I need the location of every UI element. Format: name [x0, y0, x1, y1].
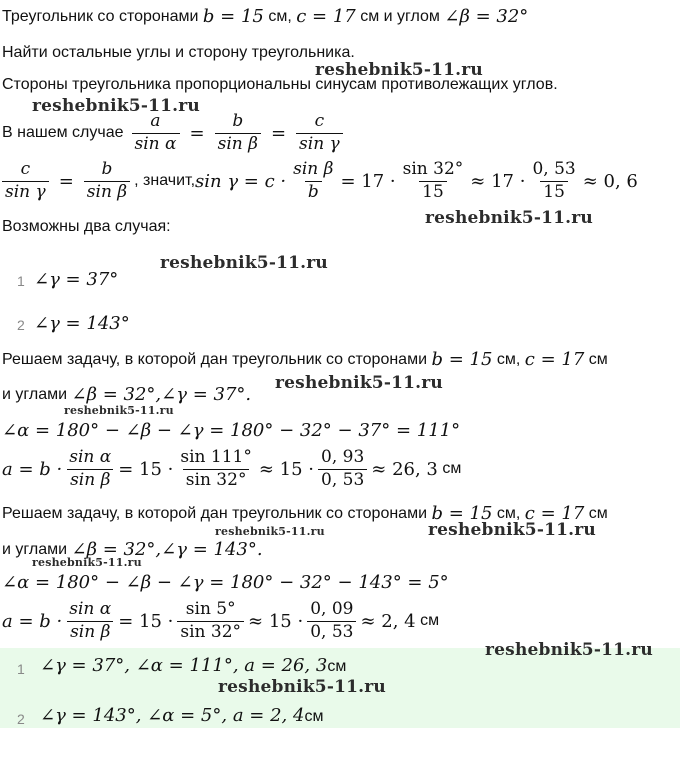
fraction: [296, 112, 343, 154]
ratio-line: [2, 112, 347, 154]
list-item: ∠γ = 37°: [34, 269, 119, 290]
unit-text: см,: [496, 350, 521, 368]
unit-text: см: [588, 350, 608, 368]
two-cases-text: Возможны два случая:: [2, 218, 171, 235]
watermark: reshebnik5-11.ru: [315, 60, 483, 80]
fraction: [318, 448, 367, 490]
fraction: [215, 112, 261, 154]
denominator: 0, 53: [318, 469, 367, 491]
alpha-formula-2: ∠α = 180° − ∠β − ∠γ = 180° − 32° − 143° = 5°: [2, 572, 449, 593]
watermark: reshebnik5-11.ru: [32, 556, 142, 569]
numerator: 0, 53: [532, 159, 576, 179]
fraction: [66, 448, 114, 490]
equals-sign: =: [58, 170, 74, 192]
text: и углами: [2, 385, 68, 403]
problem-statement: [2, 6, 528, 27]
list-marker: 2: [17, 317, 25, 333]
side-c: c = 17: [296, 6, 356, 27]
sin-gamma-line: [2, 160, 638, 202]
unit-text: см: [304, 708, 324, 725]
unit-text: см: [327, 658, 347, 675]
side-c: c = 17: [524, 503, 585, 524]
equals-sign: =: [270, 122, 287, 144]
answer-text: ∠γ = 143°, ∠α = 5°, a = 2, 4: [40, 705, 305, 726]
text: Решаем задачу, в которой дан треугольник со сторонами: [2, 504, 428, 522]
watermark: reshebnik5-11.ru: [32, 96, 200, 116]
watermark: reshebnik5-11.ru: [64, 404, 174, 417]
answer-marker: 1: [17, 661, 25, 677]
numerator: b: [101, 159, 113, 179]
numerator: sin β: [293, 159, 334, 179]
formula: = 17 ·: [340, 170, 396, 192]
fraction: [307, 600, 356, 642]
denominator: sin β: [84, 181, 130, 203]
side-b: b = 15: [431, 349, 493, 370]
fraction: [66, 600, 114, 642]
side-c: c = 17: [524, 349, 585, 370]
numerator: 0, 09: [310, 599, 354, 619]
unit-text: см,: [496, 504, 521, 522]
numerator: sin α: [69, 599, 112, 619]
subproblem-1-angles: [2, 384, 251, 405]
denominator: 15: [540, 181, 568, 203]
list-item: ∠γ = 143°: [34, 313, 130, 334]
numerator: c: [314, 111, 325, 131]
formula: ≈ 15 ·: [248, 610, 304, 632]
side-a-formula-2: [2, 600, 439, 642]
denominator: sin γ: [296, 133, 343, 155]
formula: ≈ 15 ·: [258, 458, 315, 480]
denominator: sin β: [67, 469, 113, 491]
formula: ≈ 2, 4: [360, 610, 416, 632]
alpha-formula-1: ∠α = 180° − ∠β − ∠γ = 180° − 32° − 37° = 111°: [2, 420, 461, 441]
fraction: [529, 160, 578, 202]
denominator: sin α: [132, 133, 180, 155]
text: Решаем задачу, в которой дан треугольник со сторонами: [2, 350, 428, 368]
text: и углами: [2, 540, 68, 558]
problem-text: Треугольник со сторонами: [2, 7, 199, 25]
watermark: reshebnik5-11.ru: [485, 640, 653, 660]
denominator: sin 32°: [177, 621, 244, 643]
fraction: [177, 600, 244, 642]
angles: ∠β = 32°,∠γ = 143°.: [71, 539, 263, 560]
text: , значит,: [134, 172, 196, 190]
numerator: sin α: [69, 447, 112, 467]
equals-sign: =: [189, 122, 205, 144]
unit-text: см: [420, 612, 440, 630]
law-of-sines-text: Стороны треугольника пропорциональны синусам противолежащих углов.: [2, 76, 558, 93]
fraction: [290, 160, 336, 202]
denominator: b: [305, 181, 322, 203]
numerator: b: [232, 111, 244, 131]
denominator: sin β: [67, 621, 113, 643]
answer-item: [40, 705, 323, 726]
formula: ≈ 26, 3: [371, 458, 438, 480]
task-text: Найти остальные углы и сторону треугольника.: [2, 44, 355, 61]
angles: ∠β = 32°,∠γ = 37°.: [71, 384, 252, 405]
formula: ≈ 17 ·: [470, 170, 526, 192]
case-intro: В нашем случае: [2, 124, 124, 142]
watermark: reshebnik5-11.ru: [218, 677, 386, 697]
formula: a = b ·: [2, 458, 63, 480]
unit-text: см,: [268, 7, 292, 25]
numerator: c: [20, 159, 31, 179]
numerator: sin 32°: [402, 159, 464, 179]
side-b: b = 15: [431, 503, 493, 524]
formula: sin γ = c ·: [195, 170, 287, 192]
fraction: [132, 112, 180, 154]
list-marker: 1: [17, 273, 25, 289]
numerator: 0, 93: [321, 447, 365, 467]
fraction: [400, 160, 467, 202]
watermark: reshebnik5-11.ru: [425, 208, 593, 228]
formula: ≈ 0, 6: [582, 170, 638, 192]
denominator: sin γ: [2, 181, 49, 203]
fraction: [84, 160, 130, 202]
answer-marker: 2: [17, 711, 25, 727]
formula: = 15 ·: [118, 610, 174, 632]
side-a-formula-1: [2, 448, 461, 490]
denominator: 0, 53: [307, 621, 356, 643]
angle-beta: ∠β = 32°: [444, 6, 529, 27]
unit-text: см: [588, 504, 608, 522]
side-b: b = 15: [202, 6, 264, 27]
watermark: reshebnik5-11.ru: [428, 520, 596, 540]
numerator: a: [150, 111, 161, 131]
numerator: sin 5°: [185, 599, 236, 619]
numerator: sin 111°: [180, 447, 252, 467]
watermark: reshebnik5-11.ru: [275, 373, 443, 393]
fraction: [2, 160, 49, 202]
denominator: 15: [419, 181, 447, 203]
answer-item: [40, 655, 346, 676]
formula: a = b ·: [2, 610, 63, 632]
fraction: [177, 448, 254, 490]
watermark: reshebnik5-11.ru: [215, 525, 325, 538]
unit-text: см и углом: [360, 7, 440, 25]
watermark: reshebnik5-11.ru: [160, 253, 328, 273]
unit-text: см: [442, 460, 462, 478]
subproblem-1-intro: [2, 349, 608, 370]
formula: = 15 ·: [118, 458, 174, 480]
denominator: sin β: [215, 133, 261, 155]
denominator: sin 32°: [183, 469, 250, 491]
answer-text: ∠γ = 37°, ∠α = 111°, a = 26, 3: [40, 655, 328, 676]
